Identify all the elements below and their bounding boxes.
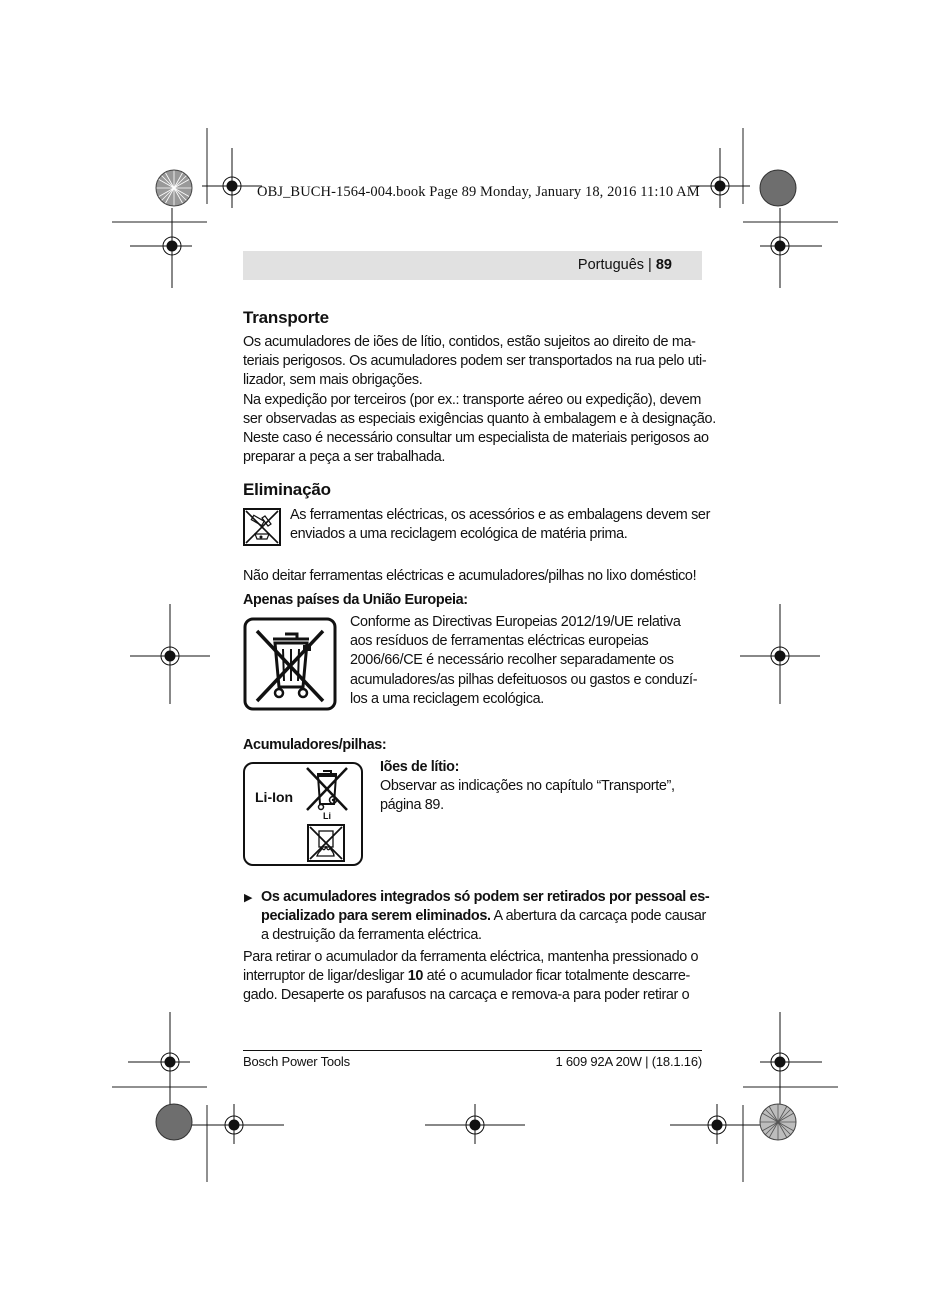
registration-star-bottom-right	[758, 1102, 798, 1142]
crosshair-right-middle	[750, 604, 810, 704]
transport-line: ser observadas as especiais exigências quanto à embalagem e à designação.	[243, 410, 716, 427]
crosshair-left-middle	[140, 604, 200, 704]
transport-line: Os acumuladores de iões de lítio, contidos, estão sujeitos ao direito de ma-	[243, 334, 696, 350]
footer-rule	[243, 1050, 702, 1051]
lithium-line: Observar as indicações no capítulo “Transporte”,	[380, 778, 675, 794]
print-header: OBJ_BUCH-1564-004.book Page 89 Monday, January 18, 2016 11:10 AM	[257, 184, 700, 200]
bullet-line	[261, 888, 709, 907]
crosshair-right-lower	[750, 1012, 810, 1112]
page-header-bar	[243, 251, 702, 280]
battery-bin-icon	[305, 766, 349, 816]
footer-right: 1 609 92A 20W | (18.1.16)	[555, 1054, 702, 1069]
eu-line: acumuladores/as pilhas defeituosos ou gastos e conduzí-	[350, 671, 698, 688]
removal-line	[243, 967, 698, 986]
bullet-bold: Os acumuladores integrados só podem ser retirados por pessoal es-	[261, 889, 710, 905]
removal-part: até o acumulador ficar totalmente descarre-	[423, 968, 690, 985]
eu-heading: Apenas países da União Europeia:	[243, 592, 468, 608]
crosshair-bottom-center	[425, 1104, 525, 1144]
batteries-heading: Acumuladores/pilhas:	[243, 737, 387, 753]
crosshair-bottom-right	[670, 1104, 750, 1144]
page-header-label	[578, 257, 672, 273]
eu-line: aos resíduos de ferramentas eléctricas europeias	[350, 633, 649, 650]
no-household-warning: Não deitar ferramentas eléctricas e acumuladores/pilhas no lixo doméstico!	[243, 568, 697, 584]
recycle-text	[290, 506, 710, 544]
eu-text	[350, 613, 697, 709]
eu-line: 2006/66/CE é necessário recolher separadamente os	[350, 652, 674, 669]
battery-fire-icon	[307, 824, 345, 862]
language-label: Português	[577, 257, 645, 273]
registration-star-top-left	[154, 168, 194, 208]
bullet-rest: A abertura da carcaça pode causar	[490, 908, 706, 925]
li-label: Li	[323, 811, 331, 821]
heading-transport: Transporte	[243, 308, 329, 327]
switch-reference-number: 10	[407, 968, 423, 985]
liion-label: Li-Ion	[255, 789, 294, 805]
bullet-marker: ▶	[244, 892, 253, 904]
removal-line: Para retirar o acumulador da ferramenta eléctrica, mantenha pressionado o	[243, 949, 699, 965]
removal-part: interruptor de ligar/desligar	[243, 968, 408, 985]
registration-gray-bottom-left	[154, 1102, 194, 1142]
lithium-heading: Iões de lítio:	[380, 759, 460, 775]
transport-line: Na expedição por terceiros (por ex.: transporte aéreo ou expedição), devem	[243, 391, 702, 408]
footer-left: Bosch Power Tools	[243, 1054, 350, 1069]
lithium-text	[380, 777, 675, 815]
bullet-warning	[261, 888, 709, 946]
recycle-line: As ferramentas eléctricas, os acessórios e as embalagens devem ser	[290, 507, 711, 523]
eu-line: los a uma reciclagem ecológica.	[350, 690, 544, 707]
heading-disposal: Eliminação	[243, 480, 331, 499]
transport-line: lizador, sem mais obrigações.	[243, 372, 423, 389]
bullet-bold: pecializado para serem eliminados.	[261, 908, 491, 925]
removal-line: gado. Desaperte os parafusos na carcaça e remova-a para poder retirar o	[243, 987, 690, 1004]
crosshair-top-right	[700, 148, 740, 208]
crosshair-right-upper	[750, 208, 810, 288]
recycling-icon	[243, 508, 281, 546]
lithium-line: página 89.	[380, 797, 444, 814]
crosshair-top-left	[212, 148, 252, 208]
recycle-line: enviados a uma reciclagem ecológica de matéria prima.	[290, 526, 628, 543]
crossed-out-bin-icon	[243, 617, 337, 711]
removal-text	[243, 948, 698, 1006]
eu-line: Conforme as Directivas Europeias 2012/19/UE relativa	[350, 614, 681, 630]
transport-text	[243, 333, 716, 467]
transport-line: teriais perigosos. Os acumuladores podem ser transportados na rua pelo uti-	[243, 353, 707, 370]
transport-line: preparar a peça a ser trabalhada.	[243, 449, 446, 466]
crosshair-left-lower	[140, 1012, 200, 1112]
crosshair-left-upper	[142, 208, 202, 288]
header-separator: |	[644, 257, 656, 273]
transport-line: Neste caso é necessário consultar um especialista de materiais perigosos ao	[243, 430, 709, 447]
page-number: 89	[655, 257, 672, 273]
bullet-line	[261, 907, 709, 926]
bullet-line: a destruição da ferramenta eléctrica.	[261, 927, 482, 944]
crosshair-bottom-left	[200, 1104, 280, 1144]
registration-gray-top-right	[758, 168, 798, 208]
